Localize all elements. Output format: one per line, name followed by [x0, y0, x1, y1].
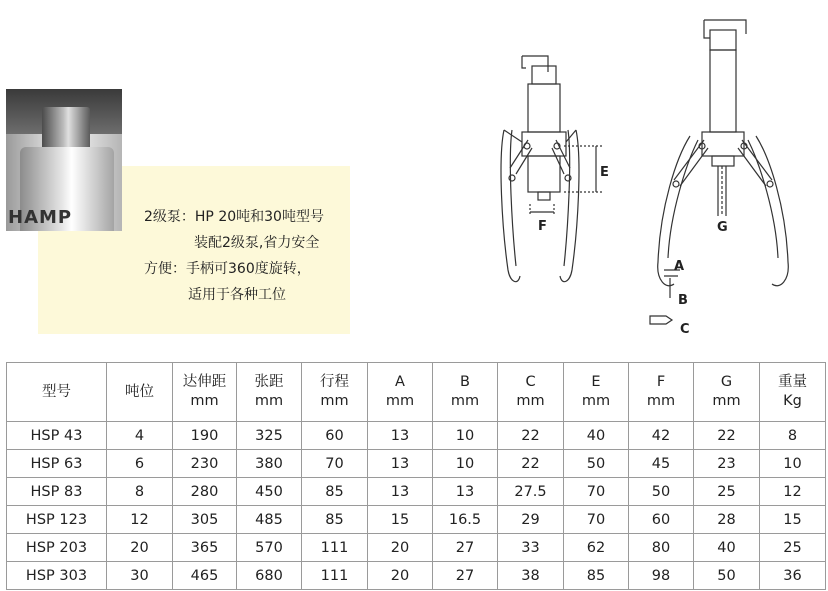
- value-cell: 6: [107, 450, 173, 478]
- value-cell: 12: [760, 478, 826, 506]
- value-cell: 8: [760, 422, 826, 450]
- label-a: A: [674, 259, 685, 274]
- value-cell: 570: [237, 534, 302, 562]
- value-cell: 22: [498, 422, 564, 450]
- column-header-unit: mm: [581, 393, 611, 409]
- table-row: [7, 478, 826, 506]
- column-header: [302, 363, 368, 422]
- value-cell: 190: [173, 422, 237, 450]
- column-header-unit: mm: [190, 393, 219, 409]
- label-f: F: [538, 219, 547, 234]
- spec-table-header-row: [7, 363, 826, 422]
- model-cell: HSP 203: [7, 534, 107, 562]
- value-cell: 465: [173, 562, 237, 590]
- column-header-unit: mm: [320, 393, 349, 409]
- label-e: E: [600, 165, 609, 180]
- value-cell: 60: [629, 506, 694, 534]
- value-cell: 15: [760, 506, 826, 534]
- value-cell: 13: [433, 478, 498, 506]
- model-cell: HSP 63: [7, 450, 107, 478]
- column-header: [368, 363, 433, 422]
- column-header-unit: mm: [385, 393, 415, 409]
- value-cell: 23: [694, 450, 760, 478]
- value-cell: 10: [433, 422, 498, 450]
- value-cell: 485: [237, 506, 302, 534]
- column-header: [498, 363, 564, 422]
- value-cell: 80: [629, 534, 694, 562]
- value-cell: 16.5: [433, 506, 498, 534]
- value-cell: 20: [107, 534, 173, 562]
- value-cell: 85: [302, 478, 368, 506]
- value-cell: 10: [433, 450, 498, 478]
- label-c: C: [680, 322, 690, 337]
- value-cell: 40: [694, 534, 760, 562]
- feature-line-1: 2级泵：HP 20吨和30吨型号: [144, 209, 324, 225]
- column-header-label: F: [656, 374, 666, 390]
- value-cell: 8: [107, 478, 173, 506]
- value-cell: 50: [694, 562, 760, 590]
- column-header-label: E: [591, 374, 601, 390]
- value-cell: 33: [498, 534, 564, 562]
- value-cell: 450: [237, 478, 302, 506]
- value-cell: 280: [173, 478, 237, 506]
- column-header: [564, 363, 629, 422]
- value-cell: 13: [368, 422, 433, 450]
- value-cell: 25: [694, 478, 760, 506]
- column-header: [173, 363, 237, 422]
- label-g: G: [717, 220, 728, 235]
- puller-right-drawing: [650, 20, 788, 324]
- column-header-unit: Kg: [783, 393, 802, 409]
- feature-line-4: 适用于各种工位: [188, 287, 286, 303]
- value-cell: 680: [237, 562, 302, 590]
- value-cell: 62: [564, 534, 629, 562]
- column-header-unit: mm: [450, 393, 480, 409]
- column-header-label: C: [525, 374, 536, 390]
- column-header-label: A: [395, 374, 405, 390]
- photo-collar: [42, 107, 90, 151]
- value-cell: 50: [629, 478, 694, 506]
- value-cell: 70: [564, 478, 629, 506]
- value-cell: 13: [368, 478, 433, 506]
- column-header: [107, 363, 173, 422]
- value-cell: 85: [564, 562, 629, 590]
- value-cell: 365: [173, 534, 237, 562]
- table-row: [7, 506, 826, 534]
- column-header-unit: mm: [254, 393, 284, 409]
- column-header: [237, 363, 302, 422]
- column-header-label: 达伸距: [182, 374, 227, 390]
- value-cell: 28: [694, 506, 760, 534]
- value-cell: 36: [760, 562, 826, 590]
- value-cell: 111: [302, 562, 368, 590]
- value-cell: 50: [564, 450, 629, 478]
- column-header-label: G: [720, 374, 733, 390]
- value-cell: 13: [368, 450, 433, 478]
- feature-list: [144, 204, 324, 308]
- table-row: [7, 534, 826, 562]
- value-cell: 325: [237, 422, 302, 450]
- value-cell: 10: [760, 450, 826, 478]
- value-cell: 70: [302, 450, 368, 478]
- column-header-label: B: [460, 374, 470, 390]
- column-header-unit: mm: [516, 393, 545, 409]
- column-header-label: 行程: [320, 374, 349, 390]
- value-cell: 30: [107, 562, 173, 590]
- value-cell: 305: [173, 506, 237, 534]
- product-photo: [6, 89, 122, 231]
- column-header-label: 张距: [254, 374, 284, 390]
- model-cell: HSP 83: [7, 478, 107, 506]
- value-cell: 15: [368, 506, 433, 534]
- value-cell: 27: [433, 562, 498, 590]
- column-header-unit: mm: [712, 393, 741, 409]
- model-cell: HSP 123: [7, 506, 107, 534]
- value-cell: 60: [302, 422, 368, 450]
- value-cell: 20: [368, 562, 433, 590]
- column-header: [694, 363, 760, 422]
- value-cell: 20: [368, 534, 433, 562]
- spec-table: [6, 362, 826, 590]
- value-cell: 98: [629, 562, 694, 590]
- column-header: [629, 363, 694, 422]
- value-cell: 70: [564, 506, 629, 534]
- puller-left-drawing: [501, 56, 602, 282]
- value-cell: 40: [564, 422, 629, 450]
- column-header-label: 型号: [42, 383, 71, 400]
- model-cell: HSP 43: [7, 422, 107, 450]
- column-header: [433, 363, 498, 422]
- column-header-unit: mm: [646, 393, 676, 409]
- value-cell: 38: [498, 562, 564, 590]
- column-header: [760, 363, 826, 422]
- value-cell: 230: [173, 450, 237, 478]
- value-cell: 111: [302, 534, 368, 562]
- column-header-label: 重量: [778, 374, 807, 390]
- spec-table-body: [7, 422, 826, 590]
- value-cell: 25: [760, 534, 826, 562]
- value-cell: 29: [498, 506, 564, 534]
- table-row: [7, 562, 826, 590]
- value-cell: 85: [302, 506, 368, 534]
- value-cell: 27: [433, 534, 498, 562]
- value-cell: 12: [107, 506, 173, 534]
- photo-brand-text: HAMP: [8, 207, 73, 228]
- model-cell: HSP 303: [7, 562, 107, 590]
- table-row: [7, 422, 826, 450]
- label-b: B: [678, 293, 688, 308]
- feature-line-2: 装配2级泵,省力安全: [194, 235, 320, 251]
- puller-diagram: [490, 8, 820, 343]
- value-cell: 45: [629, 450, 694, 478]
- column-header-label: 吨位: [125, 383, 154, 400]
- value-cell: 22: [694, 422, 760, 450]
- column-header: [7, 363, 107, 422]
- value-cell: 42: [629, 422, 694, 450]
- feature-line-3: 方便：手柄可360度旋转，: [144, 261, 311, 277]
- table-row: [7, 450, 826, 478]
- value-cell: 27.5: [498, 478, 564, 506]
- value-cell: 22: [498, 450, 564, 478]
- value-cell: 4: [107, 422, 173, 450]
- value-cell: 380: [237, 450, 302, 478]
